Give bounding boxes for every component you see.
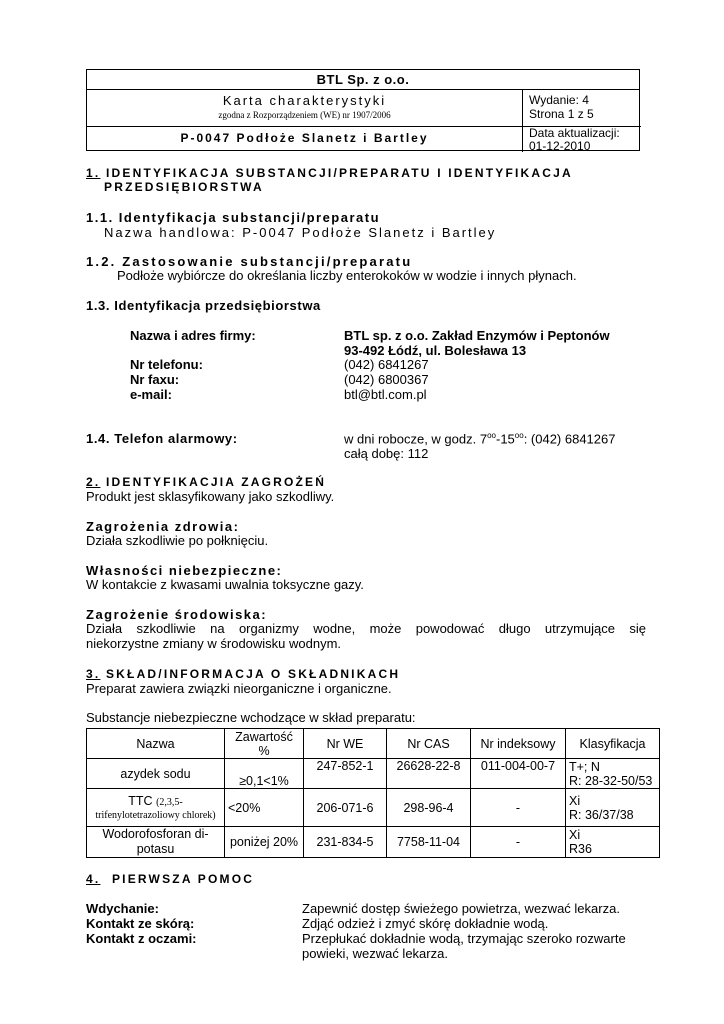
emergency-text-mid: -15: [495, 431, 515, 447]
cell-index: -: [471, 789, 566, 827]
table-row: [87, 827, 660, 858]
classification-line1: Xi: [569, 828, 581, 842]
cell-cas: 26628-22-8: [387, 759, 471, 789]
cell-content: ≥0,1<1%: [225, 759, 304, 789]
hazardous-substances-table: [86, 728, 660, 858]
address-line2: 93-492 Łódź, ul. Bolesława 13: [344, 343, 527, 358]
cell-we: 206-071-6: [304, 789, 387, 827]
section-4-number: 4.: [86, 872, 101, 886]
table-row: [87, 759, 660, 789]
section-4-title: PIERWSZA POMOC: [111, 872, 255, 886]
section-1-3-title: 1.3. Identyfikacja przedsiębiorstwa: [86, 298, 321, 313]
classification-line1: Xi: [569, 793, 581, 808]
section-3-number: 3.: [86, 667, 101, 681]
cell-we: 231-834-5: [304, 827, 387, 858]
emergency-text-start: w dni robocze, w godz. 7: [344, 431, 488, 447]
section-3-heading: [86, 667, 400, 681]
classification-line2: R: 36/37/38: [569, 807, 634, 822]
section-1-title-line2: PRZEDSIĘBIORSTWA: [104, 180, 264, 194]
cell-name: azydek sodu: [87, 759, 225, 789]
section-2-number: 2.: [86, 475, 101, 489]
section-2-heading: [86, 475, 326, 489]
column-header: Nazwa: [87, 729, 225, 759]
table-row: [87, 789, 660, 827]
cell-content: poniżej 20%: [225, 827, 304, 858]
cell-classification: [566, 827, 660, 858]
inhalation-label: Wdychanie:: [86, 901, 159, 916]
table-header-row: [87, 729, 660, 759]
eye-contact-text-2: powieki, wezwać lekarza.: [302, 946, 448, 961]
skin-contact-label: Kontakt ze skórą:: [86, 916, 195, 931]
section-1-title-line1: IDENTYFIKACJA SUBSTANCJI/PREPARATU I IDENTYFIKACJA: [105, 166, 573, 180]
section-4-heading: [86, 872, 254, 886]
section-1-heading: [86, 166, 573, 180]
classification-line2: R: 28-32-50/53: [569, 773, 653, 788]
cell-index: 011-004-00-7: [471, 759, 566, 789]
edition-cell: [523, 90, 641, 127]
product-use: Podłoże wybiórcze do określania liczby enterokoków w wodzie i innych płynach.: [117, 268, 577, 283]
health-hazard-text: Działa szkodliwie po połknięciu.: [86, 533, 269, 548]
classification-line1: T+; N: [569, 759, 600, 774]
cell-classification: [566, 789, 660, 827]
composition-intro: Preparat zawiera związki nieorganiczne i organiczne.: [86, 681, 392, 696]
column-header: Klasyfikacja: [566, 729, 660, 759]
update-cell: [523, 127, 641, 152]
health-hazard-heading: Zagrożenia zdrowia:: [86, 519, 240, 534]
address-line1: BTL sp. z o.o. Zakład Enzymów i Peptonów: [344, 328, 610, 343]
cell-cas: 7758-11-04: [387, 827, 471, 858]
column-header: Nr CAS: [387, 729, 471, 759]
update-label: Data aktualizacji:: [529, 126, 620, 140]
section-1-2-title: 1.2. Zastosowanie substancji/preparatu: [86, 254, 413, 269]
column-header: Nr WE: [304, 729, 387, 759]
section-3-title: SKŁAD/INFORMACJA O SKŁADNIKACH: [105, 667, 401, 681]
substance-name-detail: (2,3,5-trifenylotetrazoliowy chlorek): [95, 796, 216, 821]
table-caption: Substancje niebezpieczne wchodzące w skład preparatu:: [86, 710, 416, 725]
column-header: Nr indeksowy: [471, 729, 566, 759]
page-number: Strona 1 z 5: [529, 107, 594, 121]
skin-contact-text: Zdjąć odzież i zmyć skórę dokładnie wodą.: [302, 916, 549, 931]
classification-line2: R36: [569, 842, 592, 856]
emergency-sup-1: oo: [487, 431, 496, 440]
environment-hazard-text-2: niekorzystne zmiany w środowisku wodnym.: [86, 636, 342, 651]
company-name: BTL Sp. z o.o.: [87, 70, 639, 90]
substance-name: TTC: [128, 793, 153, 808]
emergency-text-end: : (042) 6841267: [523, 431, 616, 447]
dangerous-properties-text: W kontakcie z kwasami uwalnia toksyczne gazy.: [86, 577, 364, 592]
cell-we: 247-852-1: [304, 759, 387, 789]
cell-index: -: [471, 827, 566, 858]
environment-hazard-text-1: Działa szkodliwie na organizmy wodne, może powodować długo utrzymujące się: [86, 621, 646, 636]
eye-contact-text-1: Przepłukać dokładnie wodą, trzymając szeroko rozwarte: [302, 931, 626, 946]
section-1-1-title: 1.1. Identyfikacja substancji/preparatu: [86, 210, 381, 225]
inhalation-text: Zapewnić dostęp świeżego powietrza, wezwać lekarza.: [302, 901, 620, 916]
cell-name: [87, 789, 225, 827]
section-1-number: 1.: [86, 166, 101, 180]
document-header: [86, 69, 640, 151]
cell-cas: 298-96-4: [387, 789, 471, 827]
fax-label: Nr faxu:: [130, 372, 180, 387]
product-name-header: P-0047 Podłoże Slanetz i Bartley: [87, 127, 523, 152]
dangerous-properties-heading: Własności niebezpieczne:: [86, 563, 283, 578]
cell-content: <20%: [225, 789, 304, 827]
cell-name: Wodorofosforan di-potasu: [87, 827, 225, 858]
emergency-sup-2: oo: [514, 431, 524, 440]
fax-value: (042) 6800367: [344, 372, 429, 387]
address-label: Nazwa i adres firmy:: [130, 328, 256, 343]
emergency-24h: całą dobę: 112: [344, 446, 429, 461]
section-1-4-title: 1.4. Telefon alarmowy:: [86, 431, 238, 446]
email-label: e-mail:: [130, 387, 172, 402]
eye-contact-label: Kontakt z oczami:: [86, 931, 197, 946]
phone-value: (042) 6841267: [344, 357, 429, 372]
edition: Wydanie: 4: [529, 93, 589, 107]
update-date: 01-12-2010: [529, 139, 591, 153]
hazard-intro: Produkt jest sklasyfikowany jako szkodliwy.: [86, 489, 335, 504]
email-value: btl@btl.com.pl: [344, 387, 427, 402]
phone-label: Nr telefonu:: [130, 357, 203, 372]
section-2-title: IDENTYFIKACJIA ZAGROŻEŃ: [105, 475, 327, 489]
regulation-note: zgodna z Rozporządzeniem (WE) nr 1907/2006: [218, 110, 391, 120]
column-header: Zawartość %: [225, 729, 304, 759]
cell-classification: [566, 759, 660, 789]
title-cell: [87, 90, 523, 127]
document-title: Karta charakterystyki: [222, 93, 387, 108]
trade-name: Nazwa handlowa: P-0047 Podłoże Slanetz i Bartley: [104, 225, 497, 240]
emergency-phone: [344, 431, 615, 446]
environment-hazard-heading: Zagrożenie środowiska:: [86, 607, 268, 622]
